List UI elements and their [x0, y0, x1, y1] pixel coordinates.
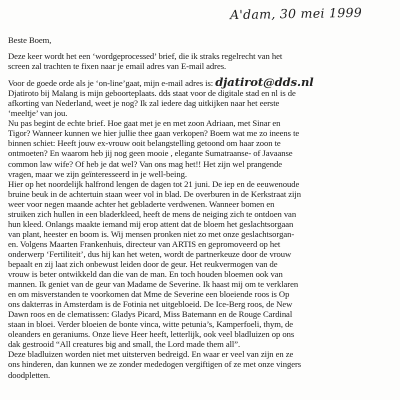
paragraph-line: mannen. Ik geniet van de geur van Madame de Severine. Ik haast mij om te verklaren: [8, 279, 299, 290]
handwritten-date: A'dam, 30 mei 1999: [229, 4, 363, 23]
paragraph-line: afkorting van Nederland, weet je nog? Ik zal iedere dag uitkijken naar het eerste: [8, 98, 280, 109]
paragraph-line: doodpletten.: [8, 369, 51, 380]
paragraph-line: Dawn roos en de clematissen: Gladys Picard, Miss Batemann en de Rouge Cardinal: [8, 309, 293, 320]
paragraph-line: ons dakterras in Amsterdam is de Fotinia net uitgebloeid. De Ice-Berg roos, de New: [8, 299, 293, 310]
paragraph-line: Hier op het noordelijk halfrond lengen de dagen tot 21 juni. De iep en de eeuwenoude: [8, 178, 300, 189]
paragraph-line: ons hinderen, dan kunnen we ze zonder mededogen vergiftigen of ze met onze vingers: [8, 359, 302, 370]
paragraph-line: [8, 77, 394, 88]
paragraph-line: staan in bloei. Verder bloeien de bonte vinca, witte petunia’s, Kamperfoeli, thym, de: [8, 319, 294, 330]
paragraph-line: ‘meeltje’ van jou.: [8, 108, 68, 119]
paragraph-line: vragen, maar we zijn geïnteresseerd in je well-being.: [8, 168, 187, 179]
paragraph-line: struiken zich hullen in een bladerkleed, heeft de mens de neiging zich te ontdoen van: [8, 208, 297, 219]
paragraph-line: Nu pas begint de echte brief. Hoe gaat met je en met zoon Adriaan, met Sinar en: [8, 118, 281, 129]
paragraph-line: ontmoeten? En waarom heb jij nog geen mooie , elegante Sumatraanse- of Javaanse: [8, 148, 293, 159]
paragraph-line: common law wife? Of heb je dat wel? Van ons mag het!! Het zijn wel prangende: [8, 158, 283, 169]
paragraph-line: screen zal trachten te fixen naar je email adres van E-mail adres.: [8, 61, 227, 72]
paragraph-line: Tigor? Wanneer kunnen we hier jullie thee gaan verkopen? Boem wat me zo ineens te: [8, 128, 300, 139]
paragraph-line: weer voor negen maande achter het gebladerte verdwenen. Wanneer bomen en: [8, 198, 275, 209]
paragraph-line: dak gestrooid “All creatures big and small, the Lord made them all”.: [8, 339, 241, 350]
paragraph-line: binnen schiet: Heeft jouw ex-vrouw ooit belangstelling getoond om haar zoon te: [8, 138, 281, 149]
letter-body: [8, 35, 394, 380]
paragraph-line: hun kleed. Onlangs maakte iemand mij erop attent dat de bloem het geslachtsorgaan: [8, 218, 294, 229]
email-intro-text: Voor de goede orde als je ‘on-line’gaat, mijn e-mail adres is:: [8, 78, 214, 89]
handwritten-email-address: djatirot@dds.nl: [215, 75, 314, 90]
paragraph-line: Deze bladluizen worden niet met uitsterven bedreigd. En waar er veel van zijn en ze: [8, 349, 294, 360]
paragraph-line: bepaalt en zij laat zich onbewust leiden door de geur. Het reukvermogen van de: [8, 258, 278, 269]
paragraph-line: Deze keer wordt het een ‘wordgeprocessed’ brief, die ik straks regelrecht van het: [8, 51, 283, 62]
paragraph-line: en om misverstanden te voorkomen dat Mme de Severine een bloeiende roos is Op: [8, 289, 290, 300]
paragraph-line: bruine beuk in de achtertuin staan weer vol in blad. De overburen in de Kerkstraat zijn: [8, 188, 301, 199]
letter-greeting: Beste Boem,: [8, 35, 52, 45]
paragraph-line: van plant, heester en boom is. Wij mensen pronken niet zo met onze geslachtsorgan-: [8, 228, 295, 239]
paragraph-line: en. Volgens Maarten Frankenhuis, directeur van ARTIS en gepromoveerd op het: [8, 238, 281, 249]
paragraph-line: oleanders en geraniums. Onze lieve Heer heeft, letterlijk, ook veel bladluizen op ons: [8, 329, 295, 340]
paragraph-line: onderwerp ‘Fertiliteit’, dus hij kan het weten, wordt de partnerkeuze door de vrouw: [8, 248, 292, 259]
paragraph-line: Djatiroto bij Malang is mijn geboorteplaats. dds staat voor de digitale stad en nl is de: [8, 88, 296, 99]
paragraph-line: vrouw is beter ontwikkeld dan die van de man. En toch houden bloemen ook van: [8, 269, 283, 280]
